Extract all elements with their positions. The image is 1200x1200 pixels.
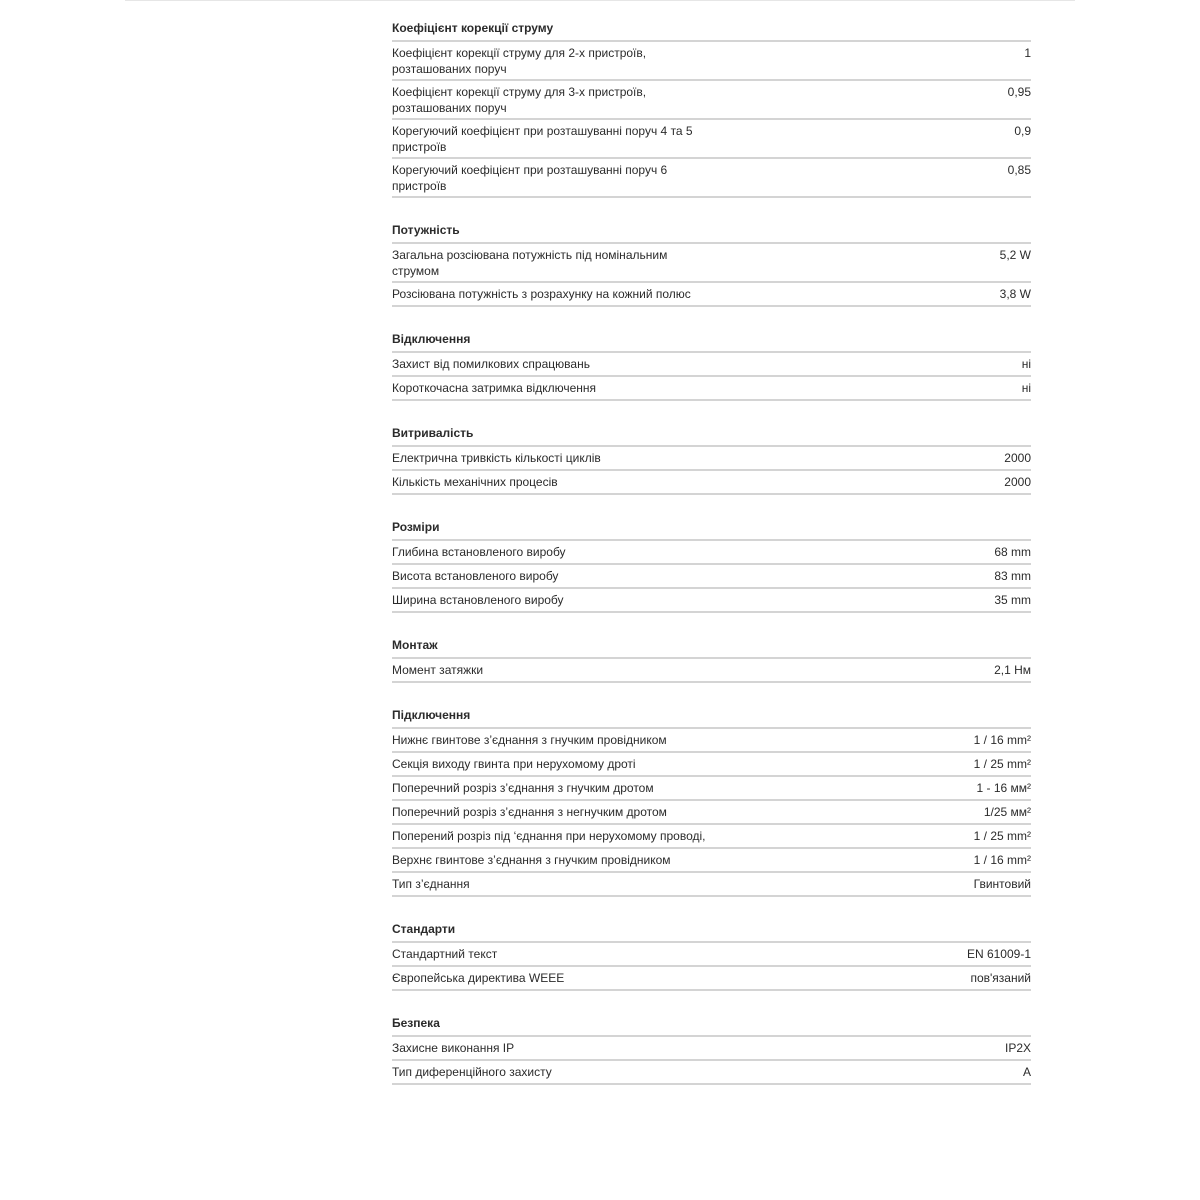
spec-label: Європейська директива WEEE xyxy=(392,971,565,985)
spec-row xyxy=(392,1061,1031,1085)
spec-label: Верхнє гвинтове з’єднання з гнучким провідником xyxy=(392,853,671,867)
spec-label: Поперечний розріз з’єднання з гнучким дротом xyxy=(392,781,654,795)
spec-row xyxy=(392,801,1031,825)
spec-section xyxy=(392,220,1031,307)
spec-value: 0,95 xyxy=(1007,85,1031,99)
spec-row xyxy=(392,873,1031,897)
spec-label: Короткочасна затримка відключення xyxy=(392,381,596,395)
spec-label: Тип з’єднання xyxy=(392,877,470,891)
section-title: Монтаж xyxy=(392,635,1031,659)
section-title: Коефіцієнт корекції струму xyxy=(392,18,1031,42)
spec-label: Коефіцієнт корекції струму для 3-х пристроїв, розташованих поруч xyxy=(392,85,647,115)
spec-row xyxy=(392,159,1031,198)
spec-label: Висота встановленого виробу xyxy=(392,569,559,583)
section-title: Витривалість xyxy=(392,423,1031,447)
spec-label: Кількість механічних процесів xyxy=(392,475,558,489)
spec-row xyxy=(392,353,1031,377)
section-title: Відключення xyxy=(392,329,1031,353)
spec-label: Ширина встановленого виробу xyxy=(392,593,564,607)
section-title: Стандарти xyxy=(392,919,1031,943)
spec-row xyxy=(392,967,1031,991)
spec-value: IP2X xyxy=(1004,1041,1031,1055)
spec-label: Коефіцієнт корекції струму для 2-х пристроїв, розташованих поруч xyxy=(392,46,647,76)
spec-sheet xyxy=(392,18,1031,1107)
spec-value: 0,9 xyxy=(1014,124,1031,138)
spec-section xyxy=(392,635,1031,683)
spec-section xyxy=(392,919,1031,991)
spec-value: 1 / 16 mm² xyxy=(973,853,1031,867)
spec-value: 3,8 W xyxy=(999,287,1031,301)
spec-row xyxy=(392,943,1031,967)
spec-value: 1 xyxy=(1024,46,1031,60)
spec-value: пов'язаний xyxy=(970,971,1031,985)
spec-row xyxy=(392,120,1031,159)
spec-value: EN 61009-1 xyxy=(966,947,1031,961)
spec-value: 1 - 16 мм² xyxy=(976,781,1031,795)
spec-label: Момент затяжки xyxy=(392,663,484,677)
section-title: Потужність xyxy=(392,220,1031,244)
spec-row xyxy=(392,42,1031,81)
spec-row xyxy=(392,849,1031,873)
spec-value: ні xyxy=(1021,357,1031,371)
spec-value: 1 / 25 mm² xyxy=(973,757,1031,771)
spec-row xyxy=(392,244,1031,283)
spec-label: Корегуючий коефіцієнт при розташуванні поруч 6 пристроїв xyxy=(392,163,668,193)
spec-section xyxy=(392,517,1031,613)
spec-value: ні xyxy=(1021,381,1031,395)
spec-value: 0,85 xyxy=(1007,163,1031,177)
spec-value: 1 / 25 mm² xyxy=(973,829,1031,843)
spec-row xyxy=(392,659,1031,683)
spec-row xyxy=(392,753,1031,777)
spec-section xyxy=(392,18,1031,198)
spec-section xyxy=(392,705,1031,897)
spec-section xyxy=(392,329,1031,401)
spec-row xyxy=(392,565,1031,589)
spec-row xyxy=(392,1037,1031,1061)
spec-value: 1/25 мм² xyxy=(983,805,1031,819)
spec-value: A xyxy=(1022,1065,1031,1079)
spec-row xyxy=(392,825,1031,849)
spec-value: 2000 xyxy=(1004,475,1031,489)
spec-value: 2,1 Нм xyxy=(994,663,1031,677)
spec-label: Електрична тривкість кількості циклів xyxy=(392,451,601,465)
spec-label: Нижнє гвинтове з’єднання з гнучким провідником xyxy=(392,733,667,747)
spec-row xyxy=(392,377,1031,401)
spec-row xyxy=(392,541,1031,565)
spec-row xyxy=(392,777,1031,801)
spec-label: Захисне виконання IP xyxy=(392,1041,515,1055)
spec-label: Тип диференційного захисту xyxy=(392,1065,552,1079)
section-title: Безпека xyxy=(392,1013,1031,1037)
spec-value: 1 / 16 mm² xyxy=(973,733,1031,747)
spec-label: Глибина встановленого виробу xyxy=(392,545,566,559)
spec-value: 2000 xyxy=(1004,451,1031,465)
spec-value: Гвинтовий xyxy=(973,877,1031,891)
spec-label: Поперечний розріз з’єднання з негнучким дротом xyxy=(392,805,667,819)
spec-section xyxy=(392,423,1031,495)
spec-row xyxy=(392,283,1031,307)
spec-label: Корегуючий коефіцієнт при розташуванні поруч 4 та 5 пристроїв xyxy=(392,124,693,154)
spec-row xyxy=(392,589,1031,613)
spec-row xyxy=(392,471,1031,495)
spec-label: Поперений розріз під ‘єднання при нерухомому проводі, xyxy=(392,829,706,843)
top-divider xyxy=(125,0,1075,1)
spec-row xyxy=(392,81,1031,120)
spec-value: 5,2 W xyxy=(999,248,1031,262)
spec-value: 68 mm xyxy=(994,545,1031,559)
spec-value: 35 mm xyxy=(994,593,1031,607)
spec-label: Стандартний текст xyxy=(392,947,498,961)
spec-label: Захист від помилкових спрацювань xyxy=(392,357,590,371)
spec-section xyxy=(392,1013,1031,1085)
spec-label: Загальна розсіювана потужність під номінальним струмом xyxy=(392,248,668,278)
spec-label: Розсіювана потужність з розрахунку на кожний полюс xyxy=(392,287,691,301)
spec-label: Секція виходу гвинта при нерухомому дроті xyxy=(392,757,636,771)
spec-value: 83 mm xyxy=(994,569,1031,583)
section-title: Розміри xyxy=(392,517,1031,541)
spec-row xyxy=(392,447,1031,471)
spec-row xyxy=(392,729,1031,753)
section-title: Підключення xyxy=(392,705,1031,729)
